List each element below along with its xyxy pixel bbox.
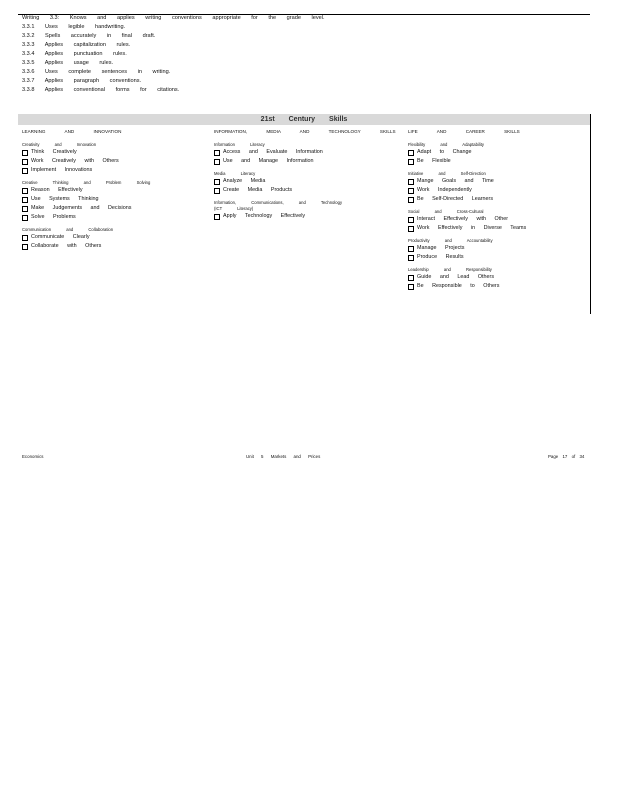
group-label: Communication and Collaboration <box>22 227 114 232</box>
column-heading: LIFE AND CAREER SKILLS <box>408 129 520 134</box>
group-label: Initiative and Self-Direction <box>408 171 486 176</box>
writing-item: 3.3.1 Uses legible handwriting. <box>22 24 126 30</box>
group-label: Leadership and Responsibility <box>408 267 492 272</box>
checkbox[interactable] <box>408 255 414 261</box>
skills-column-life-career <box>408 128 588 291</box>
skill-checkbox-item[interactable]: Use Systems Thinking <box>22 195 207 204</box>
group-label: Creativity and Innovation <box>22 142 97 147</box>
skill-checkbox-item[interactable]: Create Media Products <box>214 186 404 195</box>
skills-title-banner: 21st Century Skills <box>18 114 590 125</box>
checkbox[interactable] <box>22 159 28 165</box>
column-heading: INFORMATION, MEDIA AND TECHNOLOGY SKILLS <box>214 129 396 134</box>
skill-checkbox-item[interactable]: Work Independently <box>408 186 588 195</box>
writing-item: 3.3.4 Applies punctuation rules. <box>22 51 127 57</box>
checkbox[interactable] <box>22 168 28 174</box>
right-border <box>590 114 591 314</box>
group-label: Information, Communications, and Technology (ICT Literacy) <box>214 200 343 211</box>
writing-item: 3.3.7 Applies paragraph conventions. <box>22 78 142 84</box>
group-label: Information Literacy <box>214 142 265 147</box>
checkbox[interactable] <box>214 150 220 156</box>
skill-checkbox-item[interactable]: Mange Goals and Time <box>408 177 588 186</box>
writing-item: 3.3.5 Applies usage rules. <box>22 60 114 66</box>
group-label: Social and Cross-Cultural <box>408 209 484 214</box>
skill-checkbox-item[interactable]: Solve Problems <box>22 213 207 222</box>
checkbox[interactable] <box>408 275 414 281</box>
group-label: Productivity and Accountability <box>408 238 493 243</box>
skill-checkbox-item[interactable]: Implement Innovations <box>22 166 207 175</box>
writing-items-list <box>22 23 179 95</box>
skill-checkbox-item[interactable]: Analyze Media <box>214 177 404 186</box>
group-label: Creative Thinking and Problem Solving <box>22 180 151 185</box>
skill-checkbox-item[interactable]: Reason Effectively <box>22 186 207 195</box>
checkbox[interactable] <box>22 150 28 156</box>
group-label: Flexibility and Adaptability <box>408 142 484 147</box>
skill-checkbox-item[interactable]: Think Creatively <box>22 148 207 157</box>
checkbox[interactable] <box>408 284 414 290</box>
skill-checkbox-item[interactable]: Manage Projects <box>408 244 588 253</box>
skill-checkbox-item[interactable]: Be Responsible to Others <box>408 282 588 291</box>
checkbox[interactable] <box>408 246 414 252</box>
checkbox[interactable] <box>22 197 28 203</box>
group-label: Media Literacy <box>214 171 256 176</box>
checkbox[interactable] <box>214 179 220 185</box>
skill-checkbox-item[interactable]: Make Judgements and Decisions <box>22 204 207 213</box>
writing-item: 3.3.3 Applies capitalization rules. <box>22 42 131 48</box>
checkbox[interactable] <box>408 188 414 194</box>
checkbox[interactable] <box>408 217 414 223</box>
skill-checkbox-item[interactable]: Work Creatively with Others <box>22 157 207 166</box>
footer-center: Unit 5 Markets and Prices <box>246 454 321 459</box>
skill-checkbox-item[interactable]: Access and Evaluate Information <box>214 148 404 157</box>
column-heading: LEARNING AND INNOVATION <box>22 129 122 134</box>
checkbox[interactable] <box>408 197 414 203</box>
checkbox[interactable] <box>22 206 28 212</box>
checkbox[interactable] <box>408 159 414 165</box>
skill-checkbox-item[interactable]: Use and Manage Information <box>214 157 404 166</box>
skills-column-information <box>214 128 404 221</box>
skill-checkbox-item[interactable]: Adapt to Change <box>408 148 588 157</box>
skill-checkbox-item[interactable]: Work Effectively in Diverse Teams <box>408 224 588 233</box>
checkbox[interactable] <box>22 188 28 194</box>
skill-checkbox-item[interactable]: Collaborate with Others <box>22 242 207 251</box>
checkbox[interactable] <box>408 179 414 185</box>
checkbox[interactable] <box>214 159 220 165</box>
footer-left: Economics <box>22 454 44 459</box>
checkbox[interactable] <box>214 214 220 220</box>
writing-item: 3.3.2 Spells accurately in final draft. <box>22 33 156 39</box>
skill-checkbox-item[interactable]: Be Flexible <box>408 157 588 166</box>
writing-item: 3.3.6 Uses complete sentences in writing. <box>22 69 171 75</box>
writing-item: 3.3.8 Applies conventional forms for citations. <box>22 87 180 93</box>
writing-standard-header: Writing 3.3: Knows and applies writing conventions appropriate for the grade level. <box>22 15 325 21</box>
skills-column-learning <box>22 128 207 251</box>
checkbox[interactable] <box>408 150 414 156</box>
checkbox[interactable] <box>408 226 414 232</box>
skill-checkbox-item[interactable]: Communicate Clearly <box>22 233 207 242</box>
skill-checkbox-item[interactable]: Interact Effectively with Other <box>408 215 588 224</box>
skill-checkbox-item[interactable]: Guide and Lead Others <box>408 273 588 282</box>
checkbox[interactable] <box>214 188 220 194</box>
skill-checkbox-item[interactable]: Apply Technology Effectively <box>214 212 404 221</box>
checkbox[interactable] <box>22 235 28 241</box>
skill-checkbox-item[interactable]: Be Self-Directed Learners <box>408 195 588 204</box>
skill-checkbox-item[interactable]: Produce Results <box>408 253 588 262</box>
checkbox[interactable] <box>22 244 28 250</box>
checkbox[interactable] <box>22 215 28 221</box>
footer-page-number: Page 17 of 34 <box>548 454 585 459</box>
